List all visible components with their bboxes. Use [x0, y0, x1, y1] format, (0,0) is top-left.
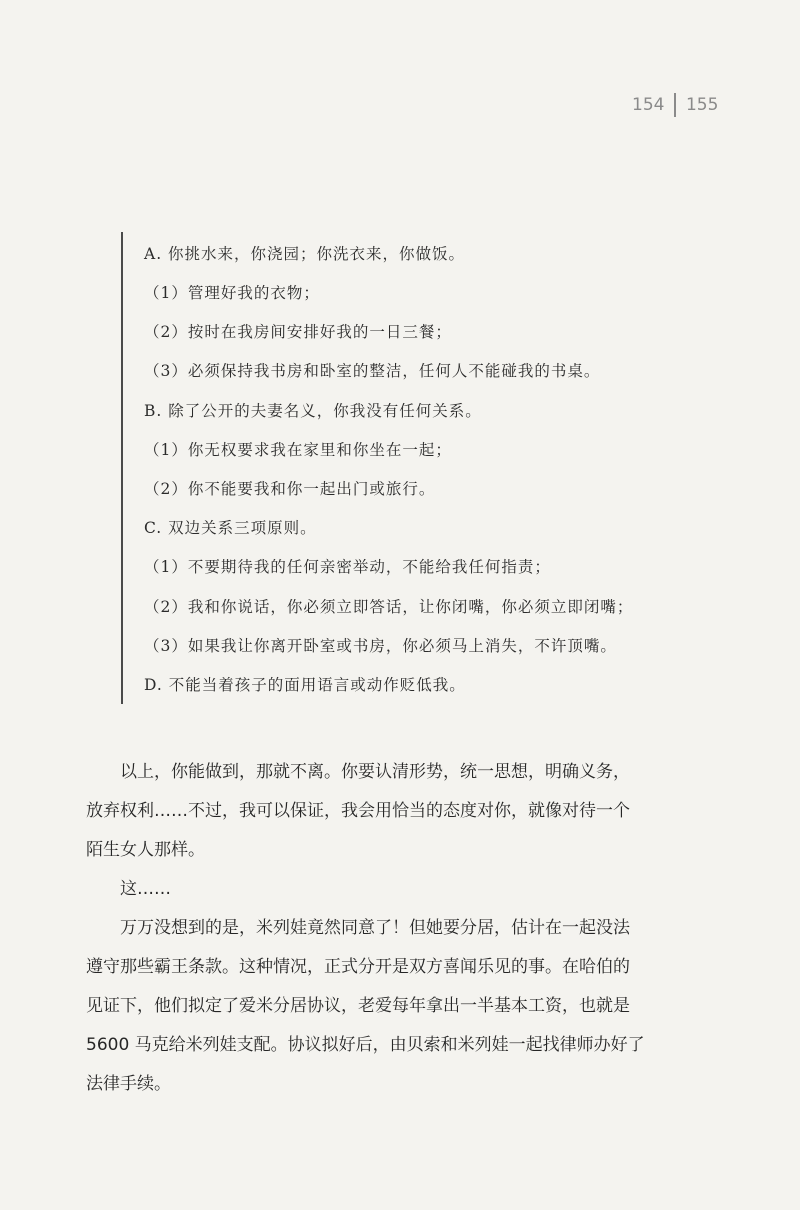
quote-line-c1: （1）不要期待我的任何亲密举动，不能给我任何指责；	[144, 558, 551, 576]
page-number-left: 154	[632, 95, 665, 115]
quote-line-a1: （1）管理好我的衣物；	[144, 284, 320, 302]
quote-line-a: A. 你挑水来，你浇园；你洗衣来，你做饭。	[144, 245, 466, 263]
quote-line-c: C. 双边关系三项原则。	[144, 519, 317, 537]
body-para2: 这……	[120, 879, 171, 899]
quote-line-b1: （1）你无权要求我在家里和你坐在一起；	[144, 441, 452, 459]
quote-line-b2: （2）你不能要我和你一起出门或旅行。	[144, 480, 436, 498]
page-number-header	[632, 93, 718, 117]
body-para1-line1: 以上，你能做到，那就不离。你要认清形势，统一思想，明确义务，	[120, 762, 630, 782]
body-para1-line3: 陌生女人那样。	[86, 840, 205, 860]
quote-line-c2: （2）我和你说话，你必须立即答话，让你闭嘴，你必须立即闭嘴；	[144, 598, 634, 616]
body-para1-line2: 放弃权利……不过，我可以保证，我会用恰当的态度对你，就像对待一个	[86, 801, 630, 821]
quote-line-a2: （2）按时在我房间安排好我的一日三餐；	[144, 323, 452, 341]
body-para3-line2: 遵守那些霸王条款。这种情况，正式分开是双方喜闻乐见的事。在哈伯的	[86, 957, 630, 977]
body-para3-line1: 万万没想到的是，米列娃竟然同意了！但她要分居，估计在一起没法	[120, 918, 630, 938]
page-number-separator	[674, 93, 676, 117]
quote-line-a3: （3）必须保持我书房和卧室的整洁，任何人不能碰我的书桌。	[144, 362, 601, 380]
page-number-right: 155	[685, 95, 719, 115]
body-para3-line5: 法律手续。	[86, 1074, 171, 1094]
quote-bar	[121, 232, 123, 704]
quote-line-c3: （3）如果我让你离开卧室或书房，你必须马上消失，不许顶嘴。	[144, 637, 617, 655]
quote-block	[121, 232, 721, 704]
body-para3-line4: 5600 马克给米列娃支配。协议拟好后，由贝索和米列娃一起找律师办好了	[86, 1035, 645, 1055]
quote-line-b: B. 除了公开的夫妻名义，你我没有任何关系。	[144, 402, 482, 420]
body-para3-line3: 见证下，他们拟定了爱米分居协议，老爱每年拿出一半基本工资，也就是	[86, 996, 630, 1016]
quote-line-d: D. 不能当着孩子的面用语言或动作贬低我。	[144, 676, 466, 694]
